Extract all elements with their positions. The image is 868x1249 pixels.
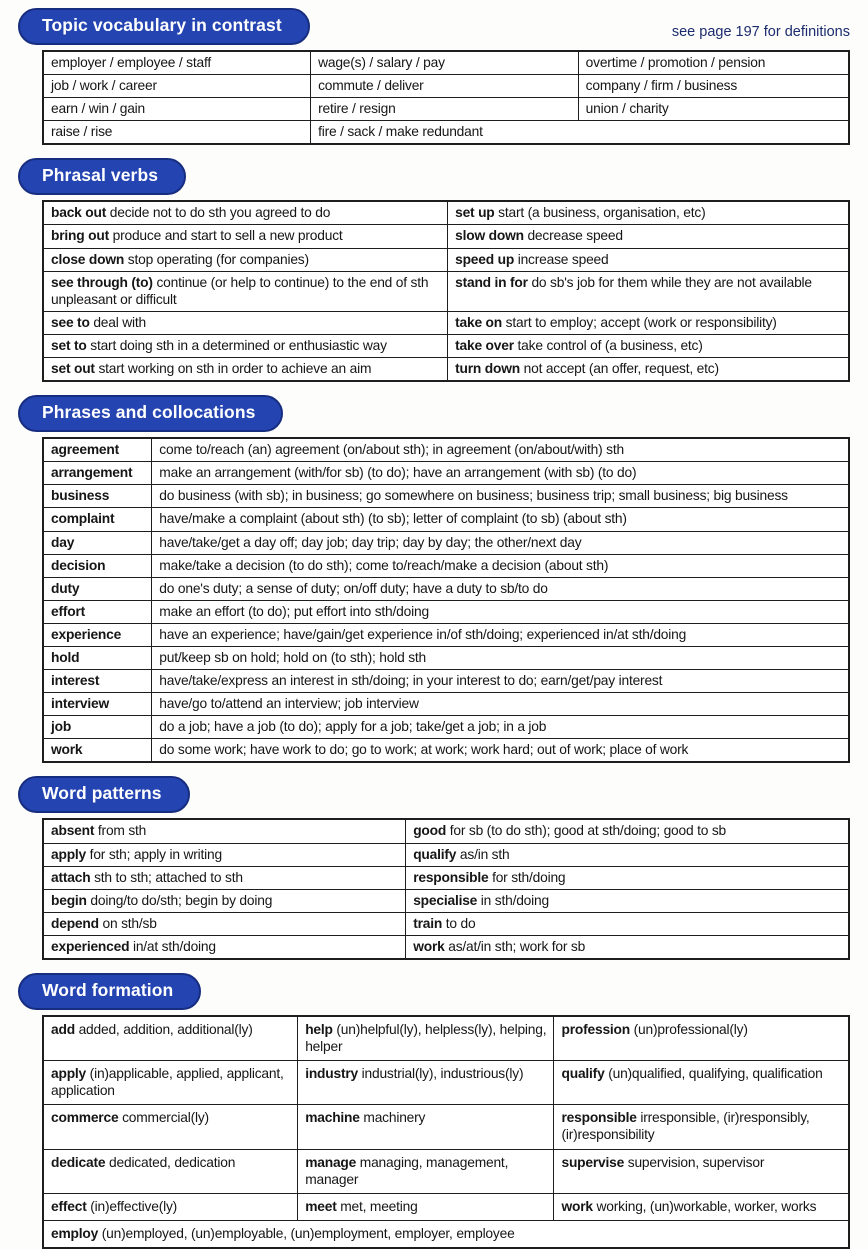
word-formation-table <box>42 1015 850 1249</box>
table-cell: responsible irresponsible, (ir)responsibly, (ir)responsibility <box>554 1105 849 1149</box>
keyword: industry <box>305 1066 359 1082</box>
table-cell: commute / deliver <box>311 75 579 98</box>
keyword: set out <box>51 361 95 377</box>
table-cell <box>43 646 152 669</box>
table-row <box>43 225 849 248</box>
table-row <box>43 98 849 121</box>
table-cell <box>43 739 152 763</box>
keyword: train <box>413 915 443 931</box>
table-cell: employer / employee / staff <box>43 51 311 75</box>
table-cell: commerce commercial(ly) <box>43 1105 298 1149</box>
table-cell: specialise in sth/doing <box>406 889 849 912</box>
keyword: duty <box>51 580 80 596</box>
table-cell: do a job; have a job (to do); apply for a job; take/get a job; in a job <box>152 716 849 739</box>
table-row <box>43 577 849 600</box>
keyword: bring out <box>51 228 109 244</box>
table-row <box>43 912 849 935</box>
table-cell: work as/at/in sth; work for sb <box>406 935 849 959</box>
table-cell <box>43 693 152 716</box>
table-cell: stand in for do sb's job for them while they are not available <box>448 271 849 311</box>
table-cell: have/make a complaint (about sth) (to sb); letter of complaint (to sb) (about sth) <box>152 508 849 531</box>
table-cell: make an effort (to do); put effort into sth/doing <box>152 600 849 623</box>
table-cell <box>43 438 152 462</box>
keyword: dedicate <box>51 1154 106 1170</box>
keyword: interview <box>51 696 110 712</box>
table-cell: set out start working on sth in order to achieve an aim <box>43 358 448 382</box>
keyword: absent <box>51 823 95 839</box>
keyword: turn down <box>455 361 520 377</box>
keyword: effort <box>51 603 86 619</box>
table-cell <box>43 485 152 508</box>
table-row <box>43 623 849 646</box>
table-cell: have/take/get a day off; day job; day trip; day by day; the other/next day <box>152 531 849 554</box>
table-row <box>43 819 849 843</box>
table-cell: do one's duty; a sense of duty; on/off duty; have a duty to sb/to do <box>152 577 849 600</box>
section-title-pill <box>18 158 186 195</box>
table-row <box>43 271 849 311</box>
table-cell: make an arrangement (with/for sb) (to do); have an arrangement (with sb) (to do) <box>152 462 849 485</box>
keyword: responsible <box>561 1110 637 1126</box>
table-cell: profession (un)professional(ly) <box>554 1016 849 1061</box>
section-word-patterns <box>0 776 868 960</box>
table-cell <box>43 577 152 600</box>
table-cell: work working, (un)workable, worker, works <box>554 1193 849 1220</box>
keyword: day <box>51 534 75 550</box>
table-cell: qualify as/in sth <box>406 843 849 866</box>
table-cell: depend on sth/sb <box>43 912 406 935</box>
keyword: help <box>305 1022 333 1037</box>
keyword: take on <box>455 314 503 330</box>
section-phrasal-verbs <box>0 158 868 382</box>
table-row <box>43 1220 849 1248</box>
table-cell <box>43 600 152 623</box>
section-header <box>18 395 850 432</box>
table-cell: slow down decrease speed <box>448 225 849 248</box>
table-row <box>43 75 849 98</box>
section-title: Word patterns <box>42 783 162 804</box>
table-row <box>43 462 849 485</box>
table-cell <box>43 462 152 485</box>
table-cell: do some work; have work to do; go to work; at work; work hard; out of work; place of work <box>152 739 849 763</box>
keyword: effect <box>51 1198 87 1214</box>
table-cell: manage managing, management, manager <box>298 1149 554 1193</box>
keyword: depend <box>51 915 99 931</box>
keyword: see to <box>51 314 90 330</box>
table-row <box>43 866 849 889</box>
table-cell <box>43 508 152 531</box>
table-cell: employ (un)employed, (un)employable, (un)employment, employer, employee <box>43 1220 849 1248</box>
table-row <box>43 646 849 669</box>
section-title-pill <box>18 776 190 813</box>
table-cell: union / charity <box>578 98 849 121</box>
table-cell: come to/reach (an) agreement (on/about sth); in agreement (on/about/with) sth <box>152 438 849 462</box>
table-cell: set to start doing sth in a determined or enthusiastic way <box>43 334 448 357</box>
keyword: agreement <box>51 442 119 458</box>
table-row <box>43 739 849 763</box>
keyword: decision <box>51 557 106 573</box>
table-cell: put/keep sb on hold; hold on (to sth); hold sth <box>152 646 849 669</box>
table-cell <box>43 623 152 646</box>
table-cell: bring out produce and start to sell a new product <box>43 225 448 248</box>
keyword: commerce <box>51 1110 119 1126</box>
table-cell: back out decide not to do sth you agreed to do <box>43 201 448 225</box>
keyword: add <box>51 1022 75 1037</box>
table-row <box>43 554 849 577</box>
section-title: Phrases and collocations <box>42 402 256 423</box>
table-row <box>43 693 849 716</box>
table-cell: apply (in)applicable, applied, applicant, application <box>43 1061 298 1105</box>
keyword: set to <box>51 337 87 353</box>
table-cell: speed up increase speed <box>448 248 849 271</box>
section-title: Phrasal verbs <box>42 165 159 186</box>
table-cell: train to do <box>406 912 849 935</box>
table-row <box>43 1149 849 1193</box>
word-patterns-table <box>42 818 850 960</box>
table-row <box>43 531 849 554</box>
keyword: experienced <box>51 938 130 954</box>
keyword: specialise <box>413 892 478 908</box>
keyword: arrangement <box>51 465 133 481</box>
table-row <box>43 358 849 382</box>
table-row <box>43 1105 849 1149</box>
table-cell: do business (with sb); in business; go somewhere on business; business trip; small business; big business <box>152 485 849 508</box>
table-cell: raise / rise <box>43 121 311 145</box>
table-cell: take over take control of (a business, etc) <box>448 334 849 357</box>
keyword: responsible <box>413 869 489 885</box>
table-cell <box>43 670 152 693</box>
table-cell: attach sth to sth; attached to sth <box>43 866 406 889</box>
topic-vocabulary-table <box>42 50 850 145</box>
table-row <box>43 121 849 145</box>
keyword: set up <box>455 205 495 221</box>
table-cell: help (un)helpful(ly), helpless(ly), helping, helper <box>298 1016 554 1061</box>
table-row <box>43 201 849 225</box>
keyword: supervise <box>561 1154 625 1170</box>
table-cell: see to deal with <box>43 311 448 334</box>
table-row <box>43 1193 849 1220</box>
keyword: business <box>51 488 110 504</box>
table-cell: effect (in)effective(ly) <box>43 1193 298 1220</box>
keyword: qualify <box>561 1066 605 1082</box>
table-cell: overtime / promotion / pension <box>578 51 849 75</box>
table-row <box>43 1016 849 1061</box>
keyword: meet <box>305 1198 337 1214</box>
table-cell: have an experience; have/gain/get experience in/of sth/doing; experienced in/at sth/doing <box>152 623 849 646</box>
page-reference-note: see page 197 for definitions <box>671 24 850 40</box>
table-cell <box>43 554 152 577</box>
table-cell: qualify (un)qualified, qualifying, qualification <box>554 1061 849 1105</box>
table-cell: company / firm / business <box>578 75 849 98</box>
keyword: take over <box>455 337 514 353</box>
table-row <box>43 670 849 693</box>
keyword: hold <box>51 649 80 665</box>
keyword: apply <box>51 846 87 862</box>
table-cell: retire / resign <box>311 98 579 121</box>
table-cell: set up start (a business, organisation, etc) <box>448 201 849 225</box>
table-row <box>43 248 849 271</box>
section-word-formation <box>0 973 868 1249</box>
table-row <box>43 600 849 623</box>
section-header <box>18 973 850 1010</box>
keyword: employ <box>51 1225 99 1241</box>
table-row <box>43 716 849 739</box>
section-title: Topic vocabulary in contrast <box>42 15 282 35</box>
table-cell: have/go to/attend an interview; job interview <box>152 693 849 716</box>
keyword: machine <box>305 1110 360 1126</box>
section-header <box>18 8 850 45</box>
table-cell: supervise supervision, supervisor <box>554 1149 849 1193</box>
table-cell: earn / win / gain <box>43 98 311 121</box>
keyword: apply <box>51 1066 87 1082</box>
keyword: profession <box>561 1022 631 1037</box>
table-cell: turn down not accept (an offer, request, etc) <box>448 358 849 382</box>
section-header <box>18 158 850 195</box>
keyword: attach <box>51 869 91 885</box>
table-row <box>43 935 849 959</box>
table-cell: apply for sth; apply in writing <box>43 843 406 866</box>
keyword: job <box>51 719 72 735</box>
table-cell: have/take/express an interest in sth/doing; in your interest to do; earn/get/pay interest <box>152 670 849 693</box>
keyword: stand in for <box>455 274 528 290</box>
table-cell: industry industrial(ly), industrious(ly) <box>298 1061 554 1105</box>
keyword: good <box>413 823 447 839</box>
keyword: slow down <box>455 228 524 244</box>
table-cell: dedicate dedicated, dedication <box>43 1149 298 1193</box>
phrases-collocations-table <box>42 437 850 763</box>
section-phrases-collocations <box>0 395 868 763</box>
table-row <box>43 51 849 75</box>
table-cell: responsible for sth/doing <box>406 866 849 889</box>
table-cell: wage(s) / salary / pay <box>311 51 579 75</box>
table-cell: take on start to employ; accept (work or responsibility) <box>448 311 849 334</box>
section-title-pill <box>18 395 283 432</box>
table-cell: machine machinery <box>298 1105 554 1149</box>
keyword: qualify <box>413 846 457 862</box>
table-cell: absent from sth <box>43 819 406 843</box>
table-cell: begin doing/to do/sth; begin by doing <box>43 889 406 912</box>
table-cell: meet met, meeting <box>298 1193 554 1220</box>
table-cell <box>43 716 152 739</box>
table-row <box>43 889 849 912</box>
section-title-pill <box>18 973 201 1010</box>
keyword: close down <box>51 251 125 267</box>
table-cell: close down stop operating (for companies) <box>43 248 448 271</box>
table-row <box>43 485 849 508</box>
table-row <box>43 1061 849 1105</box>
section-topic-vocabulary <box>0 8 868 145</box>
keyword: work <box>51 742 83 758</box>
table-row <box>43 843 849 866</box>
table-row <box>43 334 849 357</box>
keyword: complaint <box>51 511 115 527</box>
table-cell: good for sb (to do sth); good at sth/doing; good to sb <box>406 819 849 843</box>
table-row <box>43 311 849 334</box>
section-header <box>18 776 850 813</box>
table-cell: add added, addition, additional(ly) <box>43 1016 298 1061</box>
keyword: see through (to) <box>51 274 153 290</box>
keyword: speed up <box>455 251 515 267</box>
table-cell <box>43 531 152 554</box>
keyword: work <box>413 938 445 954</box>
phrasal-verbs-table <box>42 200 850 382</box>
keyword: experience <box>51 626 122 642</box>
keyword: manage <box>305 1154 357 1170</box>
keyword: begin <box>51 892 87 908</box>
keyword: interest <box>51 673 100 689</box>
table-cell: experienced in/at sth/doing <box>43 935 406 959</box>
section-title-pill <box>18 8 310 45</box>
table-cell: make/take a decision (to do sth); come to/reach/make a decision (about sth) <box>152 554 849 577</box>
table-row <box>43 438 849 462</box>
keyword: back out <box>51 205 107 221</box>
keyword: work <box>561 1198 593 1214</box>
table-cell: fire / sack / make redundant <box>311 121 849 145</box>
section-title: Word formation <box>42 980 174 1000</box>
table-row <box>43 508 849 531</box>
table-cell: job / work / career <box>43 75 311 98</box>
table-cell: see through (to) continue (or help to continue) to the end of sth unpleasant or difficult <box>43 271 448 311</box>
